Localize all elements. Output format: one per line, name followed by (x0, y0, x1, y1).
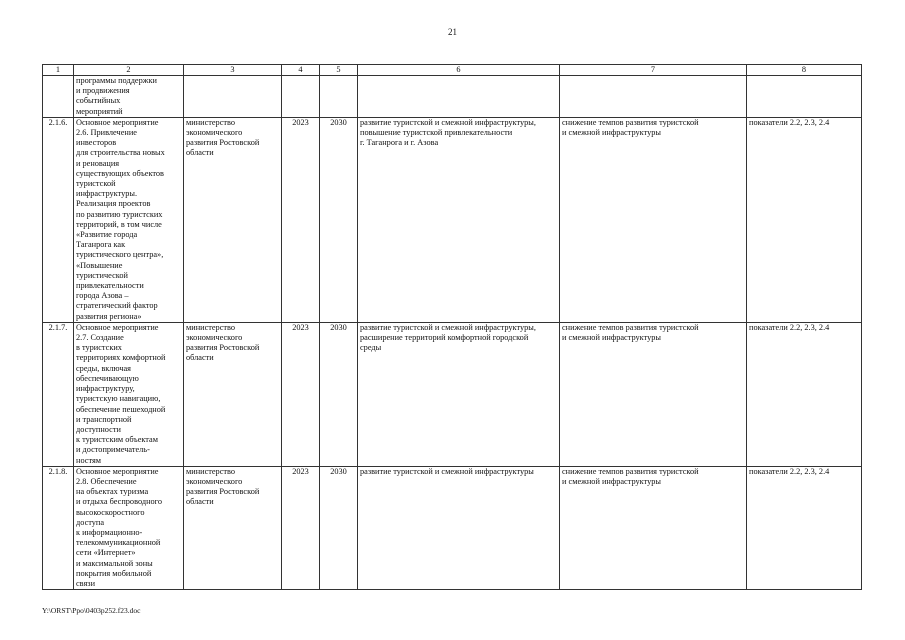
result-cell: развитие туристской и смежной инфраструктуры, расширение территорий комфортной городской среды (358, 322, 560, 466)
header-col-1: 1 (43, 65, 74, 76)
header-col-6: 6 (358, 65, 560, 76)
start-year-cell (282, 76, 320, 118)
start-year-cell: 2023 (282, 322, 320, 466)
table-row (43, 117, 862, 322)
indicators-cell: показатели 2.2, 2.3, 2.4 (747, 466, 862, 589)
consequence-cell: снижение темпов развития туристской и смежной инфраструктуры (560, 117, 747, 322)
table-row (43, 466, 862, 589)
end-year-cell: 2030 (320, 322, 358, 466)
result-cell (358, 76, 560, 118)
start-year-cell: 2023 (282, 466, 320, 589)
executor-cell: министерство экономического развития Ростовской области (184, 322, 282, 466)
end-year-cell: 2030 (320, 117, 358, 322)
consequence-cell: снижение темпов развития туристской и смежной инфраструктуры (560, 322, 747, 466)
row-number: 2.1.7. (43, 322, 74, 466)
event-cell: программы поддержки и продвижения событийных мероприятий (74, 76, 184, 118)
consequence-cell: снижение темпов развития туристской и смежной инфраструктуры (560, 466, 747, 589)
row-number (43, 76, 74, 118)
event-cell: Основное мероприятие 2.8. Обеспечение на объектах туризма и отдыха беспроводного высокоскоростного доступа к информационно- телекоммуникационной сети «Интернет» и максимальной зоны покрытия мобильной связи (74, 466, 184, 589)
end-year-cell: 2030 (320, 466, 358, 589)
result-cell: развитие туристской и смежной инфраструктуры (358, 466, 560, 589)
header-col-5: 5 (320, 65, 358, 76)
program-table (42, 64, 862, 590)
event-cell: Основное мероприятие 2.6. Привлечение инвесторов для строительства новых и реновация существующих объектов туристской инфраструктуры. Реализация проектов по развитию туристских территорий, в том числе «Развитие города Таганрога как туристического центра», «Повышение туристической привлекательности города Азова – стратегический фактор развития региона» (74, 117, 184, 322)
row-number: 2.1.8. (43, 466, 74, 589)
executor-cell (184, 76, 282, 118)
consequence-cell (560, 76, 747, 118)
table-row (43, 322, 862, 466)
indicators-cell: показатели 2.2, 2.3, 2.4 (747, 117, 862, 322)
result-cell: развитие туристской и смежной инфраструктуры, повышение туристской привлекательности г. Таганрога и г. Азова (358, 117, 560, 322)
header-col-7: 7 (560, 65, 747, 76)
header-col-2: 2 (74, 65, 184, 76)
table-header-row (43, 65, 862, 76)
table-row (43, 76, 862, 118)
page-number: 21 (448, 27, 457, 37)
event-cell: Основное мероприятие 2.7. Создание в туристских территориях комфортной среды, включая обеспечивающую инфраструктуру, туристскую навигацию, обеспечение пешеходной и транспортной доступности к туристским объектам и достопримечатель- ностям (74, 322, 184, 466)
row-number: 2.1.6. (43, 117, 74, 322)
end-year-cell (320, 76, 358, 118)
executor-cell: министерство экономического развития Ростовской области (184, 117, 282, 322)
start-year-cell: 2023 (282, 117, 320, 322)
indicators-cell: показатели 2.2, 2.3, 2.4 (747, 322, 862, 466)
file-path-footer: Y:\ORST\Ppo\0403p252.f23.doc (42, 606, 141, 615)
header-col-4: 4 (282, 65, 320, 76)
indicators-cell (747, 76, 862, 118)
header-col-3: 3 (184, 65, 282, 76)
executor-cell: министерство экономического развития Ростовской области (184, 466, 282, 589)
header-col-8: 8 (747, 65, 862, 76)
